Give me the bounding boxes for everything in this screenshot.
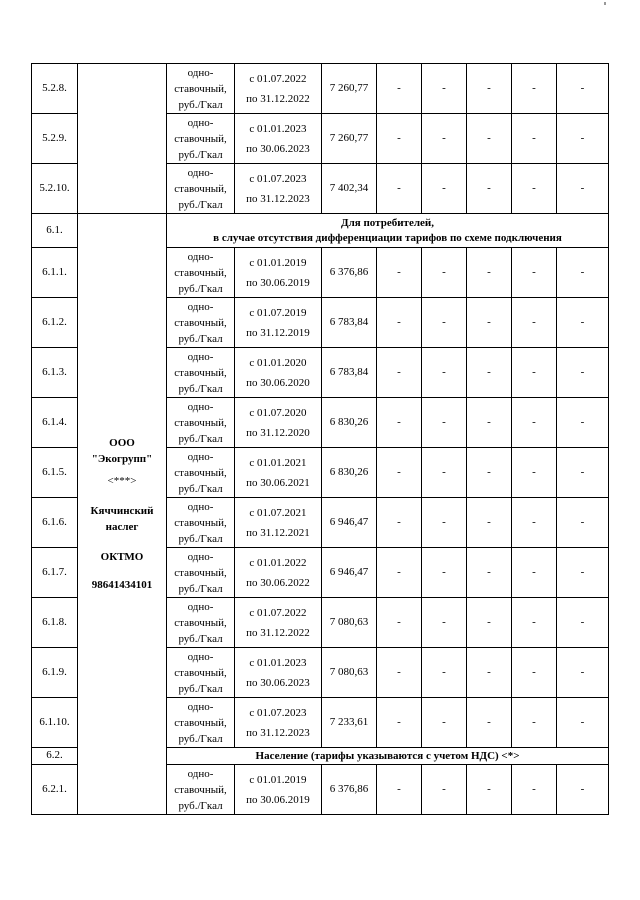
empty-value: - (557, 164, 609, 214)
empty-value: - (512, 548, 557, 598)
empty-value: - (512, 164, 557, 214)
section-number: 6.1. (32, 214, 78, 248)
empty-value: - (467, 164, 512, 214)
unit-cell: одно- ставочный, руб./Гкал (167, 648, 235, 698)
organization-note-mark: <***> (107, 475, 137, 488)
tariff-table-body (32, 64, 609, 815)
empty-value: - (557, 348, 609, 398)
empty-value: - (467, 498, 512, 548)
period-cell: с 01.01.2020 по 30.06.2020 (235, 348, 322, 398)
empty-value: - (422, 698, 467, 748)
empty-value: - (422, 348, 467, 398)
period-cell: с 01.01.2023 по 30.06.2023 (235, 648, 322, 698)
organization-name-line1: ООО (109, 437, 135, 450)
empty-value: - (512, 448, 557, 498)
tariff-value: 6 830,26 (322, 398, 377, 448)
unit-cell: одно- ставочный, руб./Гкал (167, 698, 235, 748)
empty-value: - (377, 398, 422, 448)
empty-value: - (557, 64, 609, 114)
tariff-table (31, 63, 609, 815)
empty-value: - (512, 648, 557, 698)
row-number: 5.2.9. (32, 114, 78, 164)
section-row (32, 214, 609, 248)
empty-value: - (377, 348, 422, 398)
empty-value: - (422, 548, 467, 598)
empty-value: - (377, 164, 422, 214)
row-number: 5.2.8. (32, 64, 78, 114)
section-title: Для потребителей, в случае отсутствия дифференциации тарифов по схеме подключения (167, 214, 609, 248)
empty-value: - (512, 598, 557, 648)
tariff-value: 7 402,34 (322, 164, 377, 214)
tariff-value: 6 376,86 (322, 765, 377, 815)
organization-cell (78, 214, 167, 815)
empty-value: - (422, 648, 467, 698)
empty-value: - (557, 498, 609, 548)
empty-value: - (377, 448, 422, 498)
empty-value: - (557, 398, 609, 448)
row-number: 6.1.4. (32, 398, 78, 448)
tariff-value: 6 946,47 (322, 548, 377, 598)
empty-value: - (377, 548, 422, 598)
row-number: 6.1.8. (32, 598, 78, 648)
empty-value: - (467, 698, 512, 748)
tariff-value: 6 376,86 (322, 248, 377, 298)
empty-value: - (377, 498, 422, 548)
empty-value: - (512, 398, 557, 448)
section-number: 6.2. (32, 748, 78, 765)
tariff-value: 6 946,47 (322, 498, 377, 548)
unit-cell: одно- ставочный, руб./Гкал (167, 498, 235, 548)
period-cell: с 01.01.2021 по 30.06.2021 (235, 448, 322, 498)
empty-value: - (422, 765, 467, 815)
empty-value: - (422, 114, 467, 164)
tariff-value: 7 260,77 (322, 64, 377, 114)
empty-value: - (467, 114, 512, 164)
organization-cell-prev (78, 64, 167, 214)
period-cell: с 01.07.2021 по 31.12.2021 (235, 498, 322, 548)
empty-value: - (422, 248, 467, 298)
unit-cell: одно- ставочный, руб./Гкал (167, 448, 235, 498)
row-number: 6.1.6. (32, 498, 78, 548)
empty-value: - (377, 648, 422, 698)
empty-value: - (512, 348, 557, 398)
organization-name-line2: "Экогрупп" (91, 453, 153, 466)
empty-value: - (422, 64, 467, 114)
row-number: 6.1.7. (32, 548, 78, 598)
empty-value: - (422, 498, 467, 548)
empty-value: - (377, 765, 422, 815)
empty-value: - (377, 248, 422, 298)
settlement-line1: Кяччинский (90, 505, 154, 518)
row-number: 6.1.2. (32, 298, 78, 348)
tariff-value: 6 783,84 (322, 348, 377, 398)
period-cell: с 01.07.2020 по 31.12.2020 (235, 398, 322, 448)
empty-value: - (557, 698, 609, 748)
empty-value: - (377, 698, 422, 748)
empty-value: - (557, 765, 609, 815)
empty-value: - (512, 64, 557, 114)
unit-cell: одно- ставочный, руб./Гкал (167, 598, 235, 648)
tariff-value: 7 080,63 (322, 598, 377, 648)
section-title: Население (тарифы указываются с учетом НДС) <*> (167, 748, 609, 765)
period-cell: с 01.01.2023 по 30.06.2023 (235, 114, 322, 164)
unit-cell: одно- ставочный, руб./Гкал (167, 548, 235, 598)
unit-cell: одно- ставочный, руб./Гкал (167, 248, 235, 298)
row-number: 6.1.3. (32, 348, 78, 398)
table-row (32, 64, 609, 114)
empty-value: - (377, 598, 422, 648)
empty-value: - (557, 248, 609, 298)
row-number: 6.1.9. (32, 648, 78, 698)
period-cell: с 01.07.2023 по 31.12.2023 (235, 698, 322, 748)
empty-value: - (467, 348, 512, 398)
oktmo-label: ОКТМО (100, 551, 144, 564)
tariff-value: 7 233,61 (322, 698, 377, 748)
oktmo-code: 98641434101 (91, 578, 153, 591)
tariff-value: 7 080,63 (322, 648, 377, 698)
unit-cell: одно- ставочный, руб./Гкал (167, 114, 235, 164)
empty-value: - (467, 398, 512, 448)
empty-value: - (467, 598, 512, 648)
period-cell: с 01.01.2019 по 30.06.2019 (235, 765, 322, 815)
empty-value: - (467, 548, 512, 598)
empty-value: - (512, 298, 557, 348)
empty-value: - (377, 114, 422, 164)
row-number: 6.1.1. (32, 248, 78, 298)
empty-value: - (467, 64, 512, 114)
empty-value: - (512, 698, 557, 748)
empty-value: - (512, 114, 557, 164)
unit-cell: одно- ставочный, руб./Гкал (167, 64, 235, 114)
unit-cell: одно- ставочный, руб./Гкал (167, 398, 235, 448)
empty-value: - (467, 765, 512, 815)
period-cell: с 01.07.2019 по 31.12.2019 (235, 298, 322, 348)
empty-value: - (557, 598, 609, 648)
empty-value: - (557, 448, 609, 498)
unit-cell: одно- ставочный, руб./Гкал (167, 765, 235, 815)
empty-value: - (422, 448, 467, 498)
tariff-value: 7 260,77 (322, 114, 377, 164)
empty-value: - (557, 548, 609, 598)
empty-value: - (557, 648, 609, 698)
period-cell: с 01.07.2022 по 31.12.2022 (235, 64, 322, 114)
tariff-value: 6 830,26 (322, 448, 377, 498)
empty-value: - (422, 298, 467, 348)
empty-value: - (512, 498, 557, 548)
empty-value: - (467, 248, 512, 298)
period-cell: с 01.01.2022 по 30.06.2022 (235, 548, 322, 598)
period-cell: с 01.07.2023 по 31.12.2023 (235, 164, 322, 214)
unit-cell: одно- ставочный, руб./Гкал (167, 164, 235, 214)
empty-value: - (557, 114, 609, 164)
empty-value: - (422, 598, 467, 648)
tariff-value: 6 783,84 (322, 298, 377, 348)
empty-value: - (422, 164, 467, 214)
scan-speck (604, 2, 606, 5)
row-number: 6.2.1. (32, 765, 78, 815)
unit-cell: одно- ставочный, руб./Гкал (167, 298, 235, 348)
empty-value: - (512, 248, 557, 298)
empty-value: - (377, 64, 422, 114)
empty-value: - (422, 398, 467, 448)
row-number: 6.1.5. (32, 448, 78, 498)
row-number: 6.1.10. (32, 698, 78, 748)
row-number: 5.2.10. (32, 164, 78, 214)
empty-value: - (467, 298, 512, 348)
empty-value: - (467, 448, 512, 498)
empty-value: - (467, 648, 512, 698)
unit-cell: одно- ставочный, руб./Гкал (167, 348, 235, 398)
empty-value: - (512, 765, 557, 815)
settlement-line2: наслег (105, 521, 139, 534)
empty-value: - (377, 298, 422, 348)
period-cell: с 01.07.2022 по 31.12.2022 (235, 598, 322, 648)
period-cell: с 01.01.2019 по 30.06.2019 (235, 248, 322, 298)
empty-value: - (557, 298, 609, 348)
